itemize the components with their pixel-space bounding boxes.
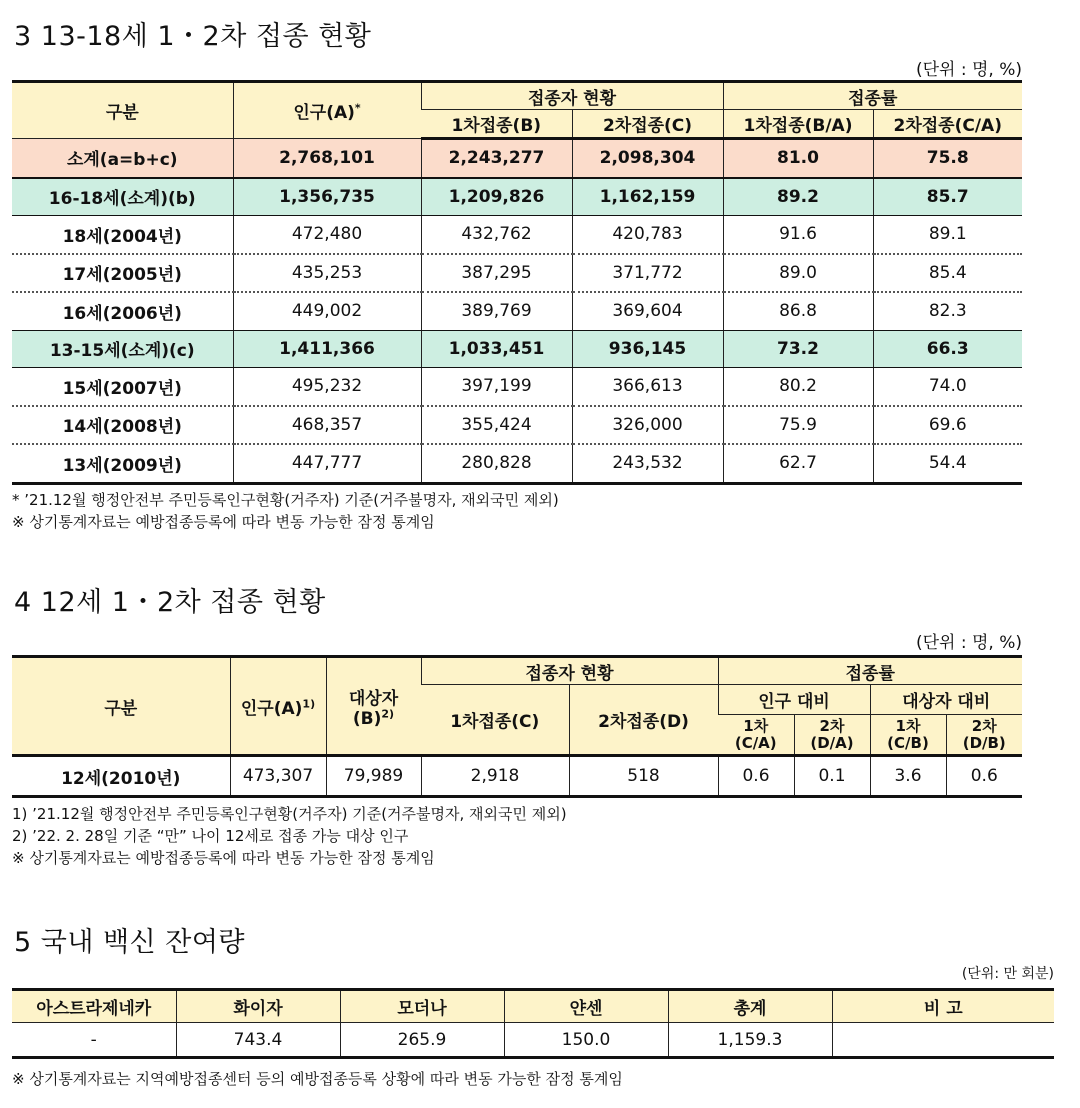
row-label: 14세(2008년) xyxy=(12,406,233,445)
cell-first-dose: 387,295 xyxy=(421,254,572,293)
section4-unit: (단위 : 명, %) xyxy=(915,633,1022,653)
table-row xyxy=(12,756,1022,797)
cell-first-dose: 1,033,451 xyxy=(421,330,572,368)
header-population-basis: 인구 대비 xyxy=(718,685,870,715)
row-label: 17세(2005년) xyxy=(12,254,233,293)
cell-population: 447,777 xyxy=(233,444,421,483)
cell-second-rate: 82.3 xyxy=(873,292,1022,330)
row-label: 13-15세(소계)(c) xyxy=(12,330,233,368)
footnote: ※ 상기통계자료는 예방접종등록에 따라 변동 가능한 잠정 통계임 xyxy=(12,513,435,531)
cell-first-dose: 355,424 xyxy=(421,406,572,445)
cell-second-rate: 69.6 xyxy=(873,406,1022,445)
cell-first-dose: 1,209,826 xyxy=(421,178,572,216)
cell-target: 79,989 xyxy=(326,756,421,797)
cell-population: 473,307 xyxy=(230,756,326,797)
table-row xyxy=(12,406,1022,445)
header-second-rate: 2차접종(C/A) xyxy=(873,110,1022,139)
header-astrazeneca: 아스트라제네카 xyxy=(12,990,176,1023)
cell-first-dose: 280,828 xyxy=(421,444,572,483)
row-label: 12세(2010년) xyxy=(61,768,181,789)
header-rate-c-a: 1차 (C/A) xyxy=(718,715,794,756)
section4-notes xyxy=(12,803,567,869)
row-label: 18세(2004년) xyxy=(12,216,233,254)
table-row-subtotal xyxy=(12,178,1022,216)
header-category: 구분 xyxy=(12,657,230,756)
cell-population: 1,411,366 xyxy=(233,330,421,368)
cell-population: 468,357 xyxy=(233,406,421,445)
cell-astrazeneca: - xyxy=(90,1029,97,1050)
cell-second-rate: 85.4 xyxy=(873,254,1022,293)
cell-population: 2,768,101 xyxy=(233,139,421,178)
table-row xyxy=(12,292,1022,330)
cell-moderna: 265.9 xyxy=(340,1023,504,1058)
table-row xyxy=(12,1023,1054,1058)
cell-first-rate: 73.2 xyxy=(723,330,873,368)
cell-first-dose: 389,769 xyxy=(421,292,572,330)
table-row-subtotal xyxy=(12,330,1022,368)
vaccination-13-18-table xyxy=(12,80,1022,485)
cell-janssen: 150.0 xyxy=(504,1023,668,1058)
cell-second-dose: 326,000 xyxy=(572,406,723,445)
header-rate-d-b: 2차 (D/B) xyxy=(946,715,1022,756)
cell-second-rate: 85.7 xyxy=(873,178,1022,216)
cell-first-dose: 432,762 xyxy=(421,216,572,254)
cell-second-dose: 420,783 xyxy=(572,216,723,254)
header-first-dose: 1차접종(C) xyxy=(421,685,569,756)
cell-remarks xyxy=(832,1023,1054,1058)
header-population: 인구(A)* xyxy=(233,82,421,139)
table-row xyxy=(12,216,1022,254)
cell-second-rate: 74.0 xyxy=(873,368,1022,406)
header-population: 인구$(A)^{1)}$ xyxy=(230,657,326,756)
cell-total: 1,159.3 xyxy=(668,1023,832,1058)
section5-unit: (단위: 만 회분) xyxy=(961,966,1054,982)
vaccine-inventory-table xyxy=(12,988,1054,1059)
table-row xyxy=(12,254,1022,293)
row-label: 15세(2007년) xyxy=(12,368,233,406)
cell-second-rate: 75.8 xyxy=(873,139,1022,178)
footnote: ※ 상기통계자료는 예방접종등록에 따라 변동 가능한 잠정 통계임 xyxy=(12,849,435,867)
row-label: 16세(2006년) xyxy=(12,292,233,330)
cell-population: 495,232 xyxy=(233,368,421,406)
cell-second-dose: 936,145 xyxy=(572,330,723,368)
header-status-group: 접종자 현황 xyxy=(421,657,718,685)
cell-second-dose: 243,532 xyxy=(572,444,723,483)
row-label: 13세(2009년) xyxy=(62,455,182,476)
footnote: 2) ’22. 2. 28일 기준 “만” 나이 12세로 접종 가능 대상 인구 xyxy=(12,827,409,845)
header-first-dose: 1차접종(B) xyxy=(421,110,572,139)
header-moderna: 모더나 xyxy=(340,990,504,1023)
cell-rate-c-b: 3.6 xyxy=(870,756,946,797)
cell-rate-d-a: 0.1 xyxy=(794,756,870,797)
header-rate-d-a: 2차 (D/A) xyxy=(794,715,870,756)
header-target-basis: 대상자 대비 xyxy=(870,685,1022,715)
header-rate-group: 접종률 xyxy=(718,657,1022,685)
cell-population: 435,253 xyxy=(233,254,421,293)
cell-second-rate: 89.1 xyxy=(873,216,1022,254)
footnote: * ’21.12월 행정안전부 주민등록인구현황(거주자) 기준(거주불명자, 재외국민 제외) xyxy=(12,491,559,509)
row-label: 소계(a=b+c) xyxy=(12,139,233,178)
cell-population: 449,002 xyxy=(233,292,421,330)
section3-title: 3 13-18세 1・2차 접종 현황 xyxy=(14,21,372,52)
cell-population: 1,356,735 xyxy=(233,178,421,216)
cell-first-rate: 89.2 xyxy=(723,178,873,216)
section3-notes xyxy=(12,489,559,533)
cell-first-dose: 2,243,277 xyxy=(421,139,572,178)
cell-rate-d-b: 0.6 xyxy=(946,756,1022,797)
header-second-dose: 2차접종(D) xyxy=(569,685,718,756)
header-status-group: 접종자 현황 xyxy=(421,82,723,110)
cell-first-rate: 91.6 xyxy=(723,216,873,254)
cell-first-rate: 62.7 xyxy=(723,444,873,483)
cell-first-dose: 397,199 xyxy=(421,368,572,406)
vaccination-12-table xyxy=(12,655,1022,798)
cell-second-dose: 1,162,159 xyxy=(572,178,723,216)
header-second-dose: 2차접종(C) xyxy=(572,110,723,139)
cell-first-rate: 81.0 xyxy=(723,139,873,178)
footnote: 1) ’21.12월 행정안전부 주민등록인구현황(거주자) 기준(거주불명자, 재외국민 제외) xyxy=(12,805,567,823)
section4-title: 4 12세 1・2차 접종 현황 xyxy=(14,587,326,618)
header-target: 대상자 $(B)^{2)}$ xyxy=(326,657,421,756)
table-row-total xyxy=(12,139,1022,178)
cell-second-dose: 518 xyxy=(569,756,718,797)
row-label: 16-18세(소계)(b) xyxy=(12,178,233,216)
cell-first-dose: 2,918 xyxy=(421,756,569,797)
header-total: 총계 xyxy=(668,990,832,1023)
cell-second-dose: 371,772 xyxy=(572,254,723,293)
table-row xyxy=(12,368,1022,406)
cell-pfizer: 743.4 xyxy=(176,1023,340,1058)
header-pfizer: 화이자 xyxy=(176,990,340,1023)
table-row xyxy=(12,444,1022,483)
cell-second-dose: 2,098,304 xyxy=(572,139,723,178)
cell-rate-c-a: 0.6 xyxy=(718,756,794,797)
header-rate-group: 접종률 xyxy=(723,82,1022,110)
header-rate-c-b: 1차 (C/B) xyxy=(870,715,946,756)
header-remarks: 비 고 xyxy=(832,990,1054,1023)
cell-second-dose: 366,613 xyxy=(572,368,723,406)
cell-population: 472,480 xyxy=(233,216,421,254)
cell-first-rate: 89.0 xyxy=(723,254,873,293)
cell-second-dose: 369,604 xyxy=(572,292,723,330)
section5-note: ※ 상기통계자료는 지역예방접종센터 등의 예방접종등록 상황에 따라 변동 가능한 잠정 통계임 xyxy=(12,1070,623,1088)
cell-second-rate: 54.4 xyxy=(873,444,1022,483)
cell-first-rate: 86.8 xyxy=(723,292,873,330)
section3-unit: (단위 : 명, %) xyxy=(915,60,1022,80)
cell-second-rate: 66.3 xyxy=(873,330,1022,368)
header-category: 구분 xyxy=(12,82,233,139)
cell-first-rate: 75.9 xyxy=(723,406,873,445)
section5-title: 5 국내 백신 잔여량 xyxy=(14,927,245,958)
header-janssen: 얀센 xyxy=(504,990,668,1023)
header-first-rate: 1차접종(B/A) xyxy=(723,110,873,139)
cell-first-rate: 80.2 xyxy=(723,368,873,406)
